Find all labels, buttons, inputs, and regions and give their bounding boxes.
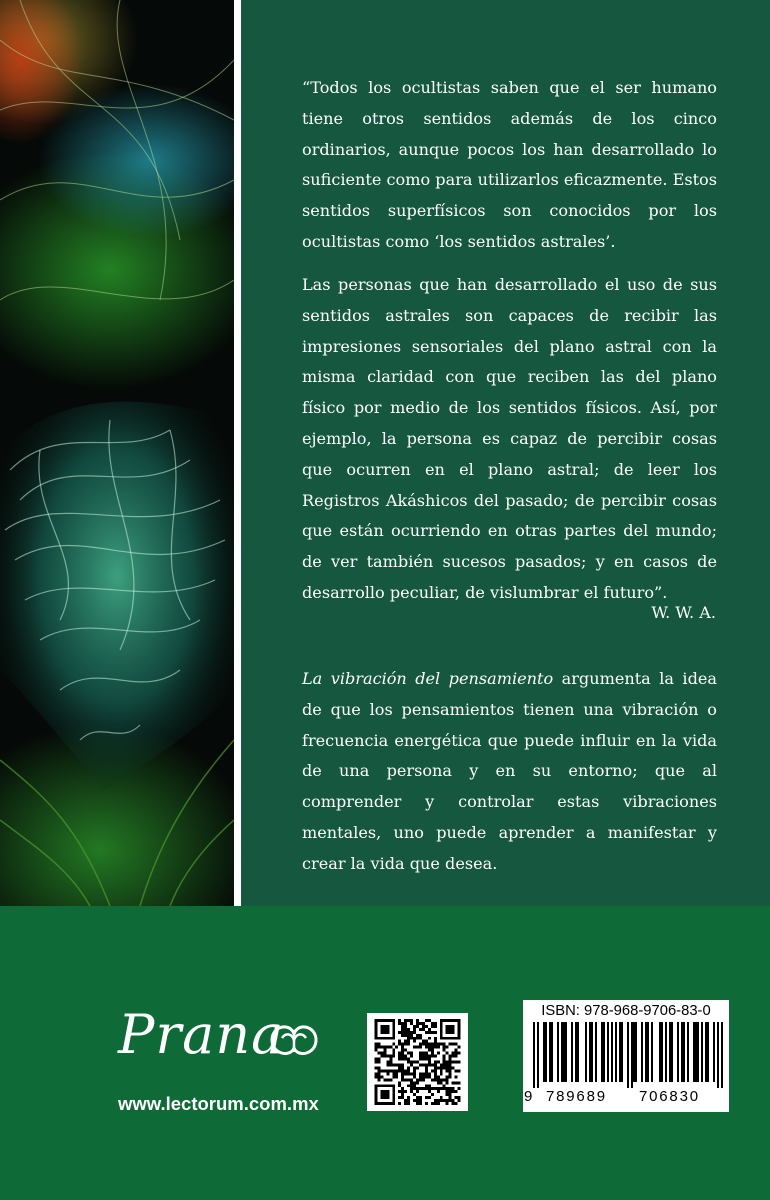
barcode-digit-first: 9	[524, 1088, 533, 1105]
leaf-emblem-icon	[268, 1020, 320, 1060]
prana-logo-text: Prana	[118, 1003, 285, 1066]
isbn-label: ISBN: 978-968-9706-83-0	[541, 1003, 711, 1019]
energy-heart-illustration	[0, 0, 234, 906]
barcode-digits-right: 706830	[639, 1088, 700, 1105]
description-text: argumenta la idea de que los pensamientos tienen una vibración o frecuencia energética que puede influir en la vida de una persona y en su entorno; que al comprender y controlar estas vibraciones mentales, uno puede aprender a manifestar y crear la vida que desea.	[302, 669, 717, 873]
cover-artwork	[0, 0, 234, 906]
isbn-barcode-block	[523, 1000, 729, 1112]
barcode-digits-left: 789689	[546, 1088, 607, 1105]
barcode	[533, 1022, 723, 1088]
white-divider	[234, 0, 241, 906]
book-title-italic: La vibración del pensamiento	[302, 669, 554, 688]
quote-signature: W. W. A.	[651, 603, 716, 622]
qr-code	[367, 1013, 468, 1111]
quote-paragraph-2: Las personas que han desarrollado el uso de sus sentidos astrales son capaces de recibir las impresiones sensoriales del plano astral con la misma claridad con que reciben las del plano físico por medio de los sentidos físicos. Así, por ejemplo, la persona es capaz de percibir cosas que ocurren en el plano astral; de leer los Registros Akáshicos del pasado; de percibir cosas que están ocurriendo en otras partes del mundo; de ver también sucesos pasados; y en casos de desarrollo peculiar, de vislumbrar el futuro”.	[302, 275, 717, 602]
book-description	[302, 664, 717, 880]
publisher-website: www.lectorum.com.mx	[118, 1093, 319, 1114]
quote-paragraph-1: “Todos los ocultistas saben que el ser humano tiene otros sentidos además de los cinco ordinarios, aunque pocos los han desarrollado lo suficiente como para utilizarlos eficazmente. Estos sentidos superfísicos son conocidos por los ocultistas como ‘los sentidos astrales’.	[302, 78, 717, 251]
prana-logo	[118, 1000, 328, 1070]
